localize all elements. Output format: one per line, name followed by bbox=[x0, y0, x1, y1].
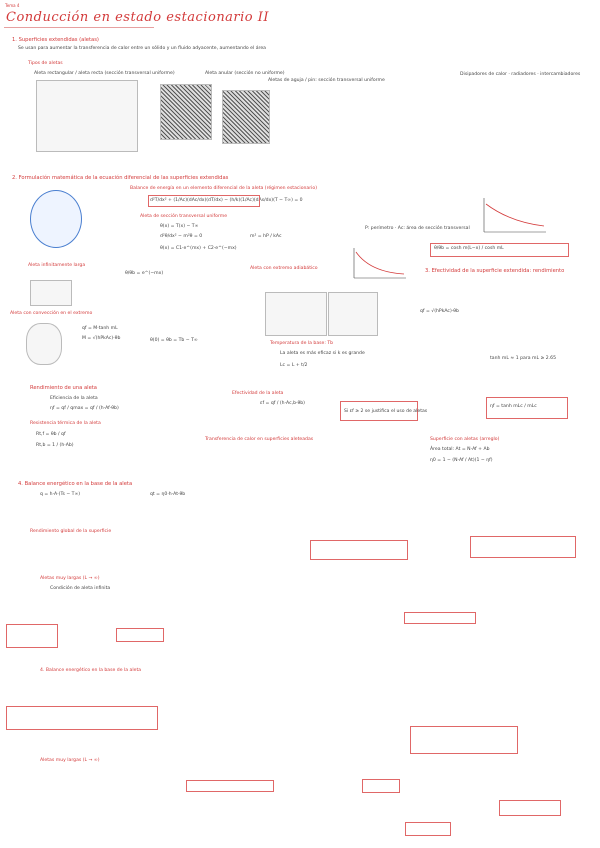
thermal-resistance-label: Resistencia térmica de la aleta bbox=[30, 421, 101, 426]
equation-tanh: qf = M·tanh mL bbox=[82, 326, 118, 331]
long-fin-condition: Condición de aleta infinita bbox=[50, 586, 111, 591]
equation-general-fin: d²T/dx² + (1/Ac)(dAc/dx)(dT/dx) − (h/k)(1/Ac)(dAs/dx)(T − T∞) = 0 bbox=[150, 198, 303, 203]
infinite-fin-figure bbox=[30, 280, 72, 306]
equation-theta: θ(x) = T(x) − T∞ bbox=[160, 224, 199, 229]
equation-general-box bbox=[148, 195, 260, 207]
page-tag: Tema 4 bbox=[5, 3, 20, 8]
efficiency-label: Eficiencia de la aleta bbox=[50, 396, 98, 401]
heat-sink-figure bbox=[160, 84, 212, 140]
long-fin-label: Aletas muy largas (L → ∞) bbox=[40, 576, 100, 581]
convection-tip-label: Aleta con convección en el extremo bbox=[10, 311, 93, 316]
effectiveness-plot bbox=[350, 246, 410, 282]
energy-balance-label: Balance de energía en un elemento diferencial de la aleta (régimen estacionario) bbox=[130, 186, 317, 191]
equation-tanh-limit: tanh mL ≈ 1 para mL ≥ 2.65 bbox=[490, 356, 557, 361]
note-base-resistance: Rt,b = 1 / (h·Ab) bbox=[36, 443, 74, 448]
formula-box-g bbox=[410, 726, 518, 754]
section-1-heading: 1. Superficies extendidas (aletas) bbox=[12, 37, 99, 43]
temperature-decay-plot bbox=[480, 196, 550, 236]
formula-box-k bbox=[405, 822, 451, 836]
formula-box-d bbox=[116, 628, 164, 642]
section-3-heading: 3. Efectividad de la superficie extendida: rendimiento bbox=[425, 268, 565, 274]
formula-box-a bbox=[310, 540, 408, 560]
equation-fin-heat: qf = √(hPkAc)·θb bbox=[420, 309, 459, 314]
base-balance-label: 4. Balance energético en la base de la aleta bbox=[40, 668, 142, 673]
case-infinite-label: Aleta infinitamente larga bbox=[28, 263, 86, 268]
equation-convection: q = h·A·(Ts − T∞) bbox=[40, 492, 81, 497]
note-total-area: Área total: At = N·Af + Ab bbox=[430, 447, 490, 452]
fin-array-label: Superficie con aletas (arreglo) bbox=[430, 437, 500, 442]
equation-m-squared: m² = hP / kAc bbox=[250, 234, 282, 239]
effectiveness-label: Efectividad de la aleta bbox=[232, 391, 284, 396]
equation-ode: d²θ/dx² − m²θ = 0 bbox=[160, 234, 203, 239]
applications-label: Disipadores de calor · radiadores · intercambiadores bbox=[460, 72, 581, 77]
formula-box-c bbox=[6, 624, 58, 648]
equation-distribution: θ/θb = cosh m(L−x) / cosh mL bbox=[434, 246, 504, 251]
equation-corrected-length: Lc = L + t/2 bbox=[280, 363, 308, 368]
page-title: Conducción en estado estacionario II bbox=[6, 10, 270, 25]
formula-box-h bbox=[186, 780, 274, 792]
title-underline bbox=[4, 27, 154, 28]
note-effectiveness: Si εf ≥ 2 se justifica el uso de aletas bbox=[344, 409, 428, 414]
formula-box-j bbox=[499, 800, 561, 816]
equation-M: M = √(hPkAc)·θb bbox=[82, 336, 121, 341]
annular-fin-label: Aleta anular (sección no uniforme) bbox=[205, 71, 285, 76]
fin-element-figure bbox=[30, 190, 82, 248]
equation-total-heat: qt = η0·h·At·θb bbox=[150, 492, 186, 497]
rectangular-fin-label: Aleta rectangular / aleta recta (sección transversal uniforme) bbox=[34, 71, 175, 76]
finned-surface-label: Transferencia de calor en superficies aleteadas bbox=[205, 437, 314, 442]
equation-effectiveness: εf = qf / (h·Ac,b·θb) bbox=[260, 401, 305, 406]
base-temp-note: Temperatura de la base: Tb bbox=[270, 341, 334, 346]
formula-box-e bbox=[404, 612, 476, 624]
uniform-fin-label: Aleta de sección transversal uniforme bbox=[140, 214, 228, 219]
section-1-definition: Se usan para aumentar la transferencia de calor entre un sólido y un fluido adyacente, aumentando el área bbox=[18, 46, 266, 51]
note-perimeter: P: perímetro · Ac: área de sección transversal bbox=[365, 226, 470, 231]
formula-box-b bbox=[470, 536, 576, 558]
equation-efficiency-corrected: ηf = tanh mLc / mLc bbox=[490, 404, 537, 409]
case-adiabatic-label: Aleta con extremo adiabático bbox=[250, 266, 318, 271]
fin-types-heading: Tipos de aletas bbox=[28, 61, 63, 66]
equation-infinite: θ/θb = e^(−mx) bbox=[125, 271, 164, 276]
pin-fin-array-figure bbox=[222, 90, 270, 144]
formula-box-i bbox=[362, 779, 400, 793]
equation-efficiency: ηf = qf / qmax = qf / (h·Af·θb) bbox=[50, 406, 119, 411]
section-2-heading: 2. Formulación matemática de la ecuación diferencial de las superficies extendidas bbox=[12, 175, 229, 181]
cylinder-figure bbox=[26, 323, 62, 365]
equation-fin-resistance: Rt,f = θb / qf bbox=[36, 432, 66, 437]
equation-general-solution: θ(x) = C1·e^(mx) + C2·e^(−mx) bbox=[160, 246, 237, 251]
note-k-large: La aleta es más eficaz si k es grande bbox=[280, 351, 365, 356]
long-fin-label-2: Aletas muy largas (L → ∞) bbox=[40, 758, 100, 763]
formula-box-f bbox=[6, 706, 158, 730]
overall-performance-label: Rendimiento global de la superficie bbox=[30, 529, 112, 534]
equation-overall-efficiency: η0 = 1 − (N·Af / At)(1 − ηf) bbox=[430, 458, 493, 463]
fin-geometry-figure bbox=[265, 292, 327, 336]
section-5-heading: Rendimiento de una aleta bbox=[30, 385, 97, 391]
section-6-heading: 4. Balance energético en la base de la aleta bbox=[18, 481, 133, 487]
fin-types-figure bbox=[36, 80, 138, 152]
equation-bc: θ(0) = θb = Tb − T∞ bbox=[150, 338, 198, 343]
pin-fin-label: Aletas de aguja / pin: sección transversal uniforme bbox=[268, 78, 385, 83]
fin-array-figure bbox=[328, 292, 378, 336]
